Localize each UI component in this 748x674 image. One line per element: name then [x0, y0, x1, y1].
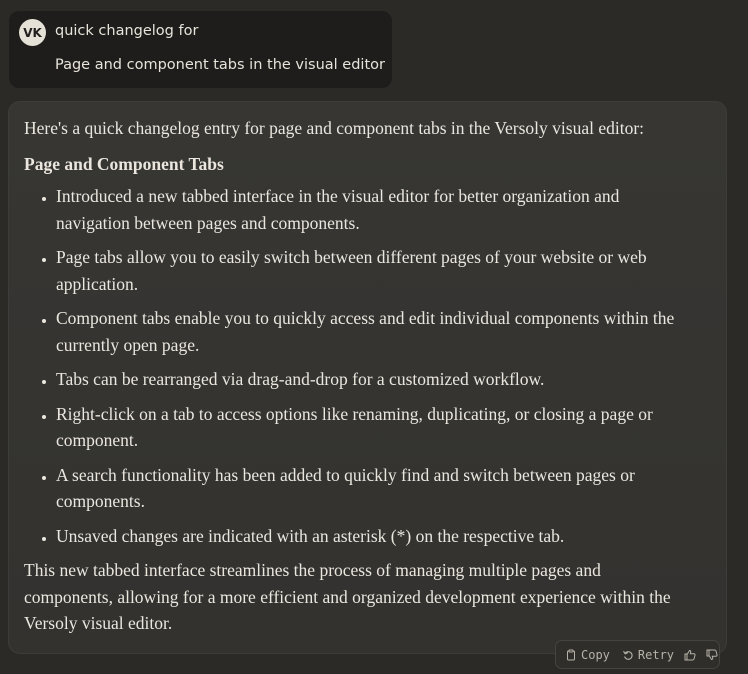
user-message — [9, 11, 392, 88]
changelog-list — [24, 183, 684, 549]
user-message-line1: quick changelog for — [55, 23, 199, 39]
thumbs-up-icon — [684, 649, 696, 661]
user-avatar: VK — [19, 19, 46, 46]
copy-label: Copy — [581, 647, 610, 662]
list-item: • Tabs can be rearranged via drag-and-drop for a customized workflow. — [56, 366, 684, 393]
thumbs-down-button[interactable] — [706, 649, 718, 661]
list-item: • Right-click on a tab to access options like renaming, duplicating, or closing a page or component. — [56, 401, 684, 454]
list-item: • Component tabs enable you to quickly access and edit individual components within the currently open page. — [56, 305, 684, 358]
message-actions — [555, 640, 720, 669]
changelog-heading: Page and Component Tabs — [24, 153, 224, 174]
list-item: • Unsaved changes are indicated with an asterisk (*) on the respective tab. — [56, 523, 684, 550]
copy-button[interactable] — [565, 648, 610, 662]
retry-label: Retry — [637, 647, 675, 662]
assistant-intro: Here's a quick changelog entry for page and component tabs in the Versoly visual editor: — [24, 118, 645, 138]
thumbs-down-icon — [706, 649, 718, 661]
list-item: • Introduced a new tabbed interface in the visual editor for better organization and navigation between pages and components. — [56, 183, 684, 236]
list-item: • Page tabs allow you to easily switch between different pages of your website or web application. — [56, 244, 684, 297]
user-message-line2: Page and component tabs in the visual editor — [55, 57, 385, 73]
clipboard-icon — [565, 649, 577, 661]
assistant-message — [8, 101, 727, 654]
assistant-outro: This new tabbed interface streamlines the process of managing multiple pages and components, allowing for a more efficient and organized development experience within the Versoly visual editor. — [24, 560, 671, 633]
retry-button[interactable] — [622, 648, 674, 662]
thumbs-up-button[interactable] — [684, 649, 696, 661]
retry-icon — [622, 649, 634, 661]
list-item: • A search functionality has been added to quickly find and switch between pages or components. — [56, 462, 684, 515]
assistant-message-content — [24, 115, 684, 637]
